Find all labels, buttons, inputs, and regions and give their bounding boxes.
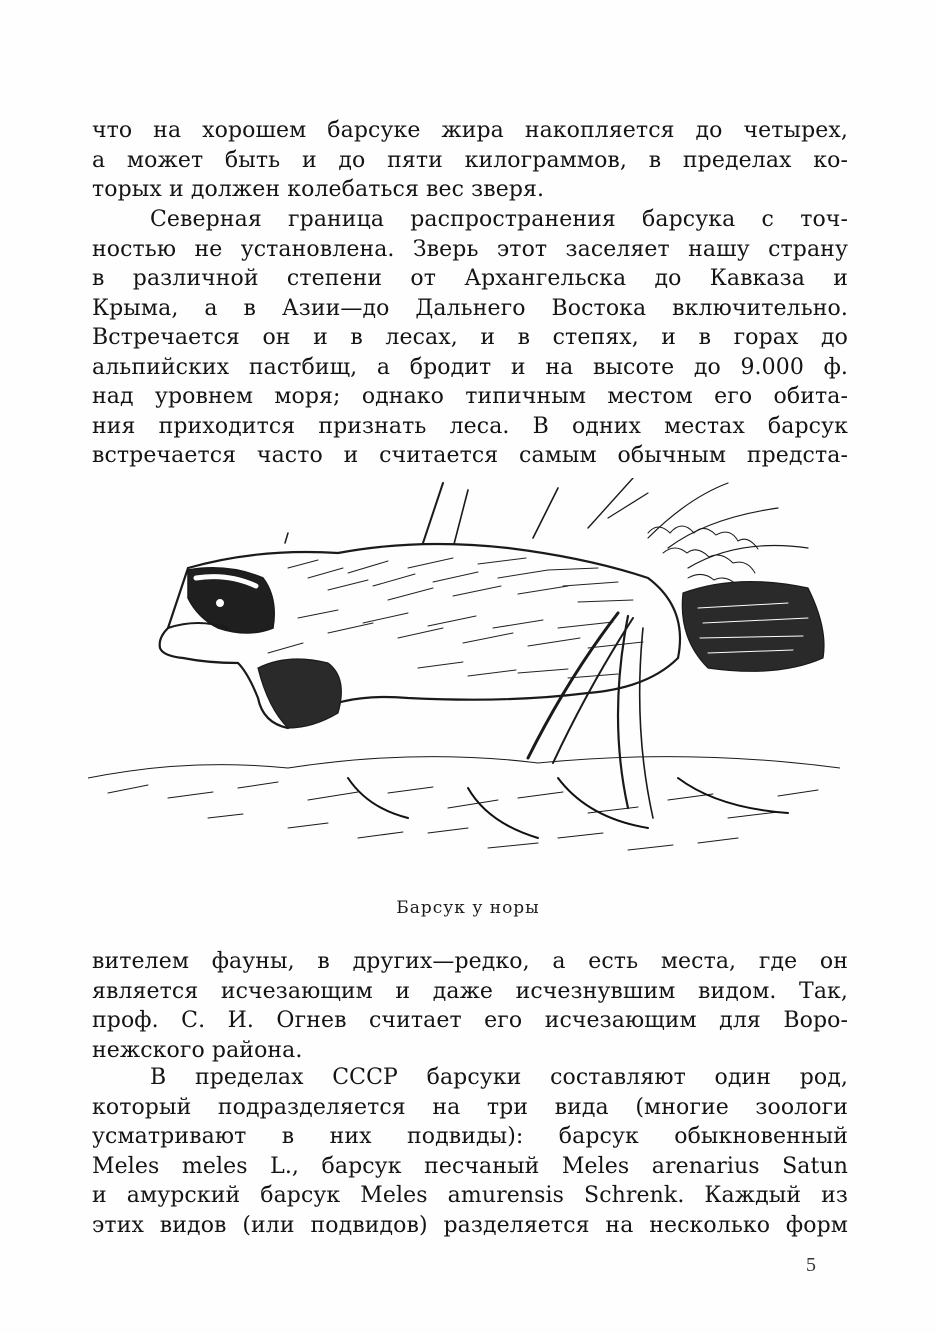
text-line: вителем фауны, в других—редко, а есть места, где он (92, 949, 848, 974)
text-line: Meles meles L., барсук песчаный Meles arenarius Satun (92, 1153, 848, 1179)
text-line: проф. С. И. Огнев считает его исчезающим для Воро- (92, 1008, 848, 1033)
figure-caption: Барсук у норы (396, 898, 540, 918)
text-line: ния приходится признать леса. В одних местах барсук (92, 413, 848, 439)
text-line: в различной степени от Архангельска до Кавказа и (92, 266, 848, 291)
paragraph-4 (92, 1063, 848, 1240)
text-line: что на хорошем барсуке жира накопляется до четырех, (92, 118, 848, 143)
text-line: встречается часто и считается самым обычным предста- (92, 443, 848, 468)
text-line: торых и должен колебаться вес зверя. (92, 177, 545, 202)
paragraph-2 (92, 205, 848, 471)
text-line: этих видов (или подвидов) разделяется на несколько форм (92, 1212, 848, 1238)
text-line: ностью не установлена. Зверь этот заселяет нашу страну (92, 236, 848, 262)
text-line: над уровнем моря; однако типичным местом его обита- (92, 384, 848, 409)
text-line: нежского района. (92, 1037, 303, 1063)
text-line: является исчезающим и даже исчезнувшим видом. Так, (92, 978, 848, 1004)
page-number: 5 (806, 1254, 816, 1276)
text-line: а может быть и до пяти килограммов, в пределах ко- (92, 147, 848, 173)
text-line: альпийских пастбищ, а бродит и на высоте до 9.000 ф. (92, 354, 848, 380)
text-line: усматривают в них подвиды): барсук обыкновенный (92, 1124, 848, 1149)
paragraph-3 (92, 947, 848, 1065)
text-line: и амурский барсук Meles amurensis Schrenk. Каждый из (92, 1183, 848, 1208)
text-line: Северная граница распространения барсука с точ- (150, 207, 848, 232)
paragraph-1 (92, 116, 848, 205)
text-line: Крыма, а в Азии—до Дальнего Востока включительно. (92, 295, 848, 321)
text-line: который подразделяется на три вида (многие зоологи (92, 1094, 848, 1120)
badger-illustration-icon (88, 478, 840, 870)
text-line: В пределах СССР барсуки составляют один род, (150, 1065, 848, 1090)
text-line: Встречается он и в лесах, и в степях, и в горах до (92, 325, 848, 350)
